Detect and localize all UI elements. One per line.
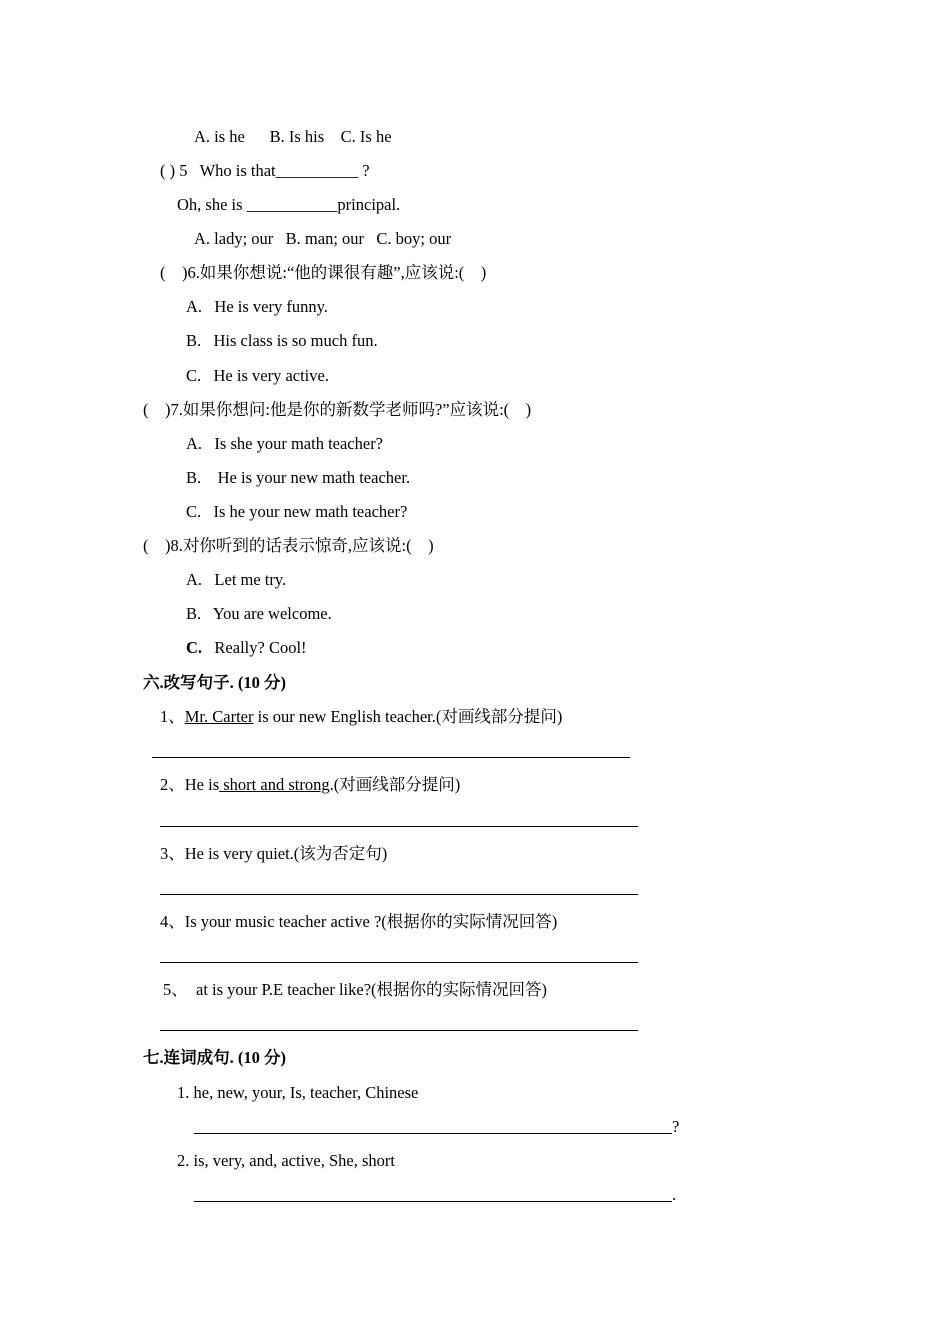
s6-s1-number: 1、 <box>160 707 185 726</box>
s6-s2-underlined: short and strong <box>219 775 330 794</box>
q8-option-a: A. Let me try. <box>186 570 287 589</box>
q5-options: A. lady; our B. man; our C. boy; our <box>194 229 452 248</box>
section7-heading: 七.连词成句. (10 分) <box>143 1048 286 1067</box>
s6-sentence-1 <box>160 707 562 727</box>
s6-answer-line-5 <box>160 1030 638 1031</box>
s7-sentence-2: 2. is, very, and, active, She, short <box>177 1151 395 1170</box>
q5-answer-line: Oh, she is ___________principal. <box>177 195 401 214</box>
s7-line-2-end: . <box>672 1185 677 1204</box>
s6-s1-rest: is our new English teacher.(对画线部分提问) <box>253 707 563 726</box>
s6-sentence-3: 3、He is very quiet.(该为否定句) <box>160 844 388 863</box>
q8-option-b: B. You are welcome. <box>186 604 332 623</box>
s6-answer-line-1 <box>152 757 630 758</box>
s7-answer-line-1 <box>194 1133 672 1134</box>
q7-option-b: B. He is your new math teacher. <box>186 468 411 487</box>
section6-heading: 六.改写句子. (10 分) <box>143 673 286 692</box>
q6-option-a: A. He is very funny. <box>186 297 328 316</box>
q6-question: ( )6.如果你想说:“他的课很有趣”,应该说:( ) <box>160 263 487 282</box>
s6-answer-line-4 <box>160 962 638 963</box>
q5-question: ( ) 5 Who is that__________ ? <box>160 161 370 180</box>
q6-option-c: C. He is very active. <box>186 366 329 385</box>
s6-s1-underlined: Mr. Carter <box>184 707 254 726</box>
s7-answer-line-2 <box>194 1201 672 1202</box>
q7-option-c: C. Is he your new math teacher? <box>186 502 408 521</box>
s6-answer-line-3 <box>160 894 638 895</box>
q8-option-c-text: Really? Cool! <box>202 638 307 657</box>
s7-sentence-1: 1. he, new, your, Is, teacher, Chinese <box>177 1083 419 1102</box>
q6-option-b: B. His class is so much fun. <box>186 331 378 350</box>
q7-question: ( )7.如果你想问:他是你的新数学老师吗?”应该说:( ) <box>143 400 532 419</box>
s7-line-1-end: ? <box>672 1117 680 1136</box>
s6-s2-rest: .(对画线部分提问) <box>329 775 461 794</box>
s6-sentence-4: 4、Is your music teacher active ?(根据你的实际情况回答) <box>160 912 558 931</box>
q8-option-c <box>186 638 307 658</box>
q8-option-c-letter: C. <box>186 638 203 657</box>
s6-answer-line-2 <box>160 826 638 827</box>
q7-option-a: A. Is she your math teacher? <box>186 434 384 453</box>
s6-s2-start: 2、He is <box>160 775 220 794</box>
s6-sentence-2 <box>160 775 460 795</box>
q4-options: A. is he B. Is his C. Is he <box>194 127 392 146</box>
q8-question: ( )8.对你听到的话表示惊奇,应该说:( ) <box>143 536 434 555</box>
s6-sentence-5: 5、 at is your P.E teacher like?(根据你的实际情况回答) <box>163 980 548 999</box>
